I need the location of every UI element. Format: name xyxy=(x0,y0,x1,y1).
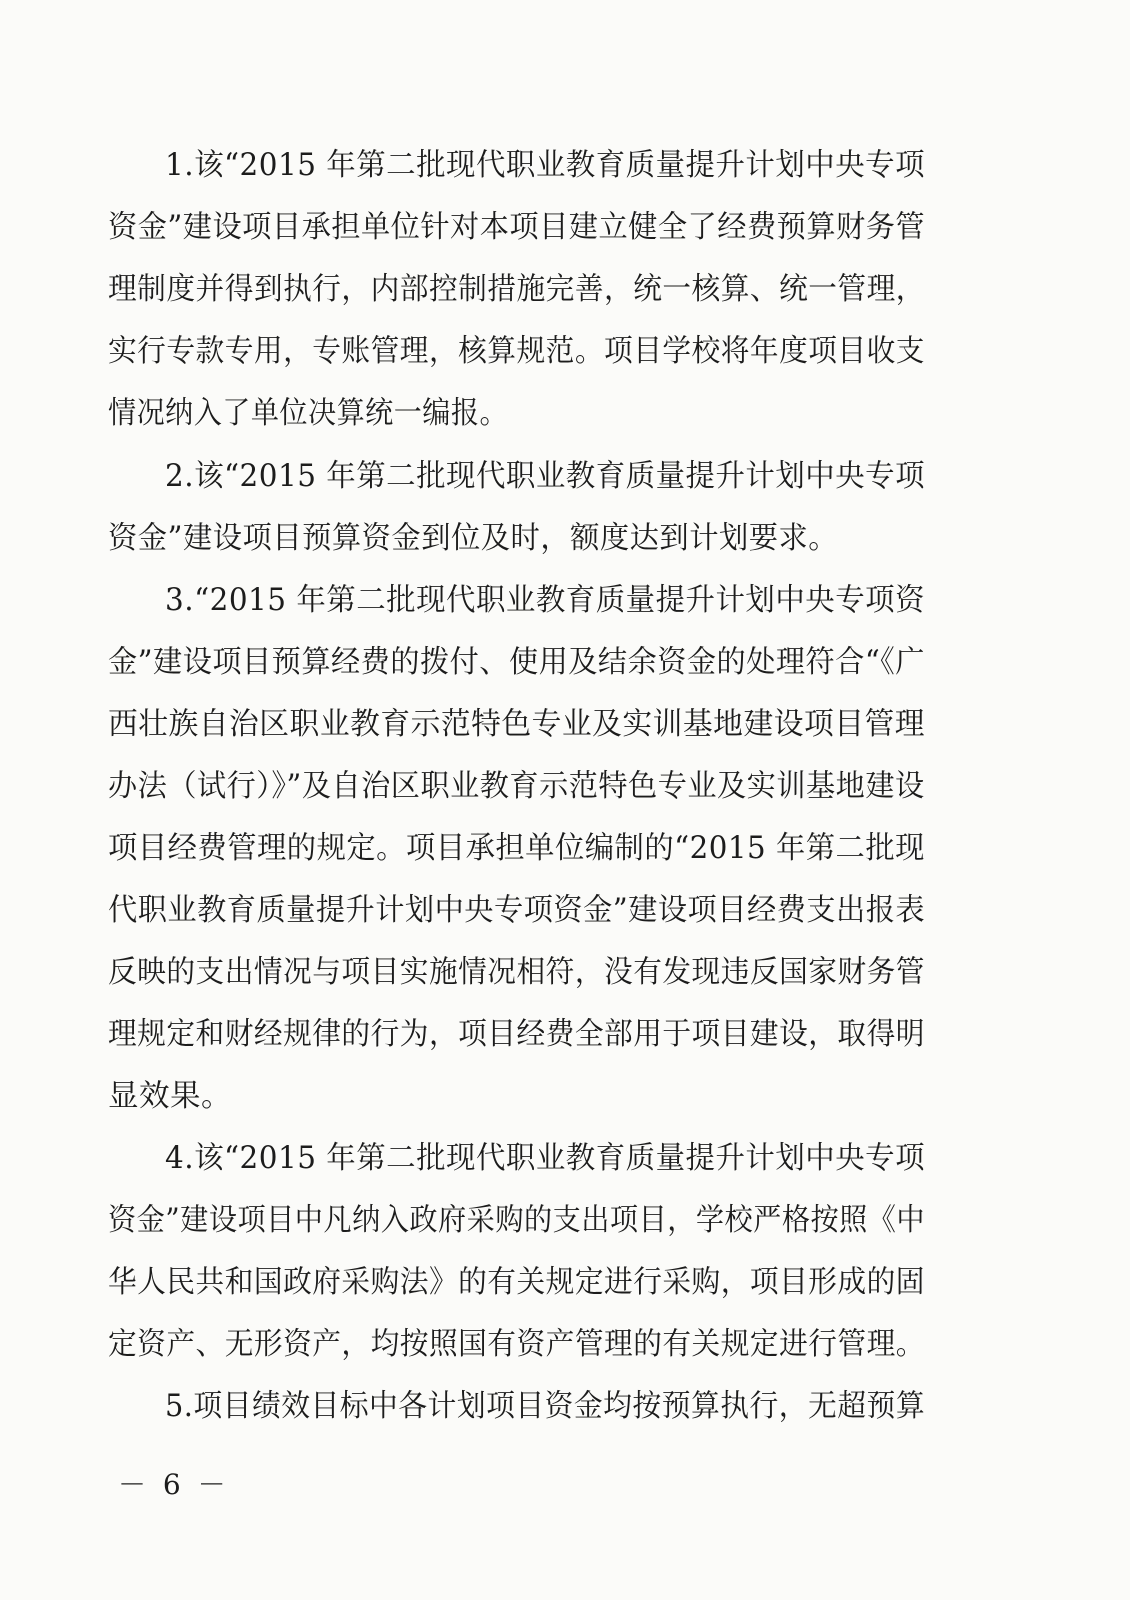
paragraph-line: 项目经费管理的规定。项目承担单位编制的“2015 年第二批现 xyxy=(108,831,925,866)
paragraph-line: 办法（试行）》”及自治区职业教育示范特色专业及实训基地建设 xyxy=(108,769,925,804)
paragraph-line: 理规定和财经规律的行为，项目经费全部用于项目建设，取得明 xyxy=(108,1017,925,1052)
paragraph-line: 实行专款专用，专账管理，核算规范。项目学校将年度项目收支 xyxy=(108,334,925,369)
paragraph-line: 代职业教育质量提升计划中央专项资金”建设项目经费支出报表 xyxy=(108,893,926,928)
paragraph-line: 资金”建设项目预算资金到位及时，额度达到计划要求。 xyxy=(108,521,839,556)
paragraph-line: 4.该“2015 年第二批现代职业教育质量提升计划中央专项 xyxy=(165,1141,926,1176)
paragraph-line: 情况纳入了单位决算统一编报。 xyxy=(108,396,509,431)
paragraph-line: 西壮族自治区职业教育示范特色专业及实训基地建设项目管理 xyxy=(108,707,925,742)
paragraph-line: 资金”建设项目承担单位针对本项目建立健全了经费预算财务管 xyxy=(108,210,926,245)
page-number: － 6 － xyxy=(118,1468,230,1501)
paragraph-line: 反映的支出情况与项目实施情况相符，没有发现违反国家财务管 xyxy=(108,955,925,990)
paragraph-line: 1.该“2015 年第二批现代职业教育质量提升计划中央专项 xyxy=(165,148,926,183)
paragraph-line: 5.项目绩效目标中各计划项目资金均按预算执行，无超预算 xyxy=(165,1389,926,1424)
paragraph-line: 显效果。 xyxy=(108,1079,232,1114)
paragraph-line: 定资产、无形资产，均按照国有资产管理的有关规定进行管理。 xyxy=(108,1327,925,1362)
paragraph-line: 理制度并得到执行，内部控制措施完善，统一核算、统一管理， xyxy=(108,272,925,307)
paragraph-line: 资金”建设项目中凡纳入政府采购的支出项目，学校严格按照《中 xyxy=(108,1203,926,1238)
paragraph-line: 华人民共和国政府采购法》的有关规定进行采购，项目形成的固 xyxy=(108,1265,925,1300)
paragraph-line: 3.“2015 年第二批现代职业教育质量提升计划中央专项资 xyxy=(165,583,926,618)
paragraph-line: 金”建设项目预算经费的拨付、使用及结余资金的处理符合“《广 xyxy=(108,645,925,680)
paragraph-line: 2.该“2015 年第二批现代职业教育质量提升计划中央专项 xyxy=(165,459,926,494)
